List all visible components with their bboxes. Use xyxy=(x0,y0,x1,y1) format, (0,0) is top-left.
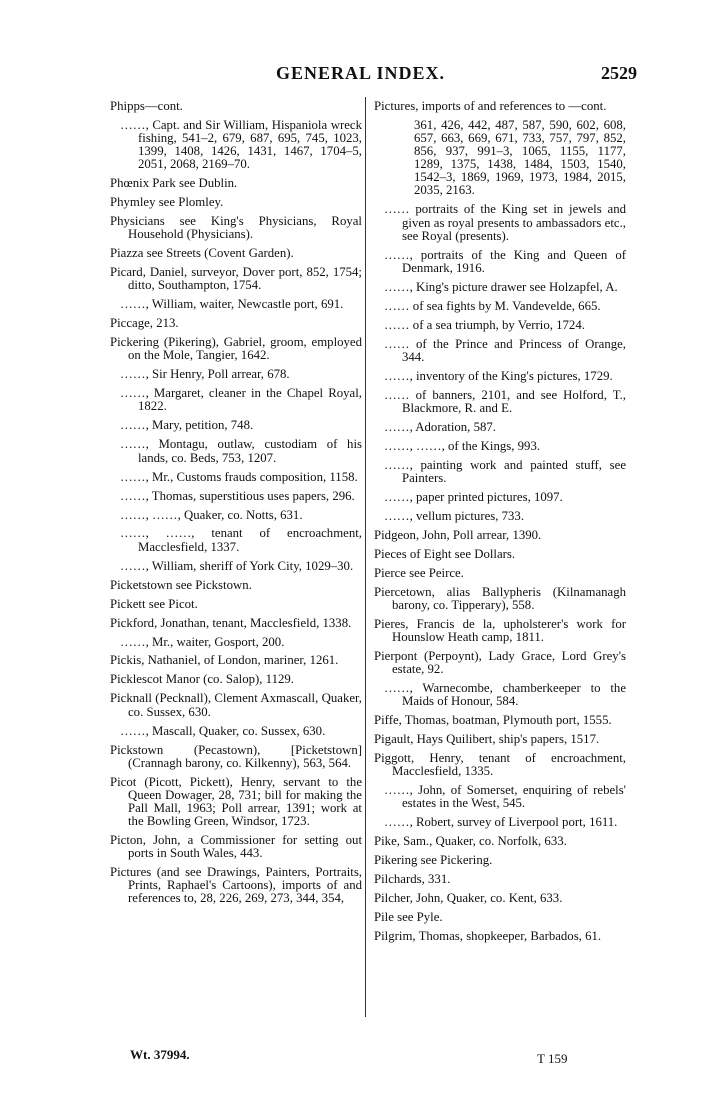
index-entry: Pickis, Nathaniel, of London, mariner, 1261. xyxy=(110,653,339,668)
index-entry: Picketstown see Pickstown. xyxy=(110,577,252,592)
index-entry: 361, 426, 442, 487, 587, 590, 602, 608, 657, 663, 669, 671, 733, 757, 797, 852, 856, 937, 991–3, 1065, 1155, 1177, 1289, 1375, 1438, 1484, 1503, 1540, 1542–3, 1869, 1969, 1973, 1984, 2015, 2035, 2163. xyxy=(414,117,626,198)
running-header-title: GENERAL INDEX. xyxy=(275,63,446,83)
index-entry: ……, paper printed pictures, 1097. xyxy=(384,489,563,504)
index-entry: ……, William, waiter, Newcastle port, 691. xyxy=(120,297,344,312)
index-entry: Pike, Sam., Quaker, co. Norfolk, 633. xyxy=(374,834,567,849)
index-entry: ……, Margaret, cleaner in the Chapel Royal, 1822. xyxy=(120,386,362,414)
index-entry: Pierce see Peirce. xyxy=(374,565,464,580)
index-entry: ……, Mascall, Quaker, co. Sussex, 630. xyxy=(120,723,326,738)
index-entry: Picot (Picott, Pickett), Henry, servant to the Queen Dowager, 28, 731; bill for making the Pall Mall, 1963; Poll arrear, 1391; work at the Bowling Green, Windsor, 1723. xyxy=(110,774,362,828)
index-entry: Pidgeon, John, Poll arrear, 1390. xyxy=(374,527,542,542)
index-entry: Pikering see Pickering. xyxy=(374,853,493,868)
index-entry: Pickstown (Pecastown), [Picketstown] (Crannagh barony, co. Kilkenny), 563, 564. xyxy=(110,742,362,770)
left-index-column xyxy=(110,100,362,911)
index-entry: Pilgrim, Thomas, shopkeeper, Barbados, 61. xyxy=(374,929,602,944)
index-entry: ……, Mr., waiter, Gosport, 200. xyxy=(120,634,285,649)
index-entry: Piffe, Thomas, boatman, Plymouth port, 1555. xyxy=(374,713,612,728)
index-entry: ……, William, sheriff of York City, 1029–30. xyxy=(120,558,354,573)
index-entry: ……, King's picture drawer see Holzapfel, A. xyxy=(384,279,618,294)
index-entry: Picard, Daniel, surveyor, Dover port, 852, 1754; ditto, Southampton, 1754. xyxy=(110,265,362,293)
index-entry: Piazza see Streets (Covent Garden). xyxy=(110,246,294,261)
index-entry: ……, Thomas, superstitious uses papers, 296. xyxy=(120,488,355,503)
signature-mark: T 159 xyxy=(537,1051,568,1066)
index-entry: Physicians see King's Physicians, Royal Household (Physicians). xyxy=(110,214,362,242)
index-entry: ……, vellum pictures, 733. xyxy=(384,508,525,523)
index-entry: Picklescot Manor (co. Salop), 1129. xyxy=(110,672,294,687)
index-entry: Pilcher, John, Quaker, co. Kent, 633. xyxy=(374,891,563,906)
index-entry: …… of the Prince and Princess of Orange, 344. xyxy=(384,336,626,364)
index-entry: ……, ……, Quaker, co. Notts, 631. xyxy=(120,507,303,522)
index-entry: ……, Montagu, outlaw, custodiam of his lands, co. Beds, 753, 1207. xyxy=(120,437,362,465)
index-entry: Pickett see Picot. xyxy=(110,596,198,611)
index-entry: Phymley see Plomley. xyxy=(110,195,224,210)
index-entry: …… of a sea triumph, by Verrio, 1724. xyxy=(384,317,585,332)
index-entry: Pictures, imports of and references to —cont. xyxy=(374,99,607,113)
index-entry: ……, painting work and painted stuff, see Painters. xyxy=(384,457,626,485)
index-entry: Pierpont (Perpoynt), Lady Grace, Lord Grey's estate, 92. xyxy=(374,648,626,676)
index-entry: Piggott, Henry, tenant of encroachment, Macclesfield, 1335. xyxy=(374,751,626,779)
index-entry: Piercetown, alias Ballypheris (Kilnamanagh barony, co. Tipperary), 558. xyxy=(374,584,626,612)
index-entry: …… portraits of the King set in jewels and given as royal presents to ambassadors etc., see Royal (presents). xyxy=(384,202,626,243)
index-entry: Picton, John, a Commissioner for setting out ports in South Wales, 443. xyxy=(110,832,362,860)
index-entry: ……, Mr., Customs frauds composition, 1158. xyxy=(120,469,358,484)
index-entry: ……, Capt. and Sir William, Hispaniola wreck fishing, 541–2, 679, 687, 695, 745, 1023, 1399, 1408, 1426, 1431, 1467, 1704–5, 2051, 2068, 2169–70. xyxy=(120,117,362,172)
index-entry: ……, Adoration, 587. xyxy=(384,419,496,434)
index-entry: Pigault, Hays Quilibert, ship's papers, 1517. xyxy=(374,732,600,747)
index-entry: Piccage, 213. xyxy=(110,316,179,331)
index-entry: ……, Mary, petition, 748. xyxy=(120,418,254,433)
index-entry: ……, inventory of the King's pictures, 1729. xyxy=(384,368,613,383)
index-entry: Pickering (Pikering), Gabriel, groom, employed on the Mole, Tangier, 1642. xyxy=(110,335,362,363)
index-entry: Picknall (Pecknall), Clement Axmascall, Quaker, co. Sussex, 630. xyxy=(110,691,362,719)
index-entry: ……, John, of Somerset, enquiring of rebels' estates in the West, 545. xyxy=(384,783,626,811)
print-run-number: Wt. 37994. xyxy=(130,1047,190,1062)
index-entry: Phipps—cont. xyxy=(110,99,183,113)
column-divider xyxy=(365,97,366,1017)
index-entry: Pieces of Eight see Dollars. xyxy=(374,546,516,561)
index-entry: ……, ……, tenant of encroachment, Macclesfield, 1337. xyxy=(120,526,362,554)
index-entry: Pile see Pyle. xyxy=(374,910,443,925)
index-entry: …… of banners, 2101, and see Holford, T., Blackmore, R. and E. xyxy=(384,387,626,415)
index-entry: ……, ……, of the Kings, 993. xyxy=(384,438,541,453)
page-number: 2529 xyxy=(601,63,637,83)
index-entry: Pieres, Francis de la, upholsterer's work for Hounslow Heath camp, 1811. xyxy=(374,616,626,644)
index-entry: …… of sea fights by M. Vandevelde, 665. xyxy=(384,298,601,313)
index-entry: ……, portraits of the King and Queen of Denmark, 1916. xyxy=(384,247,626,275)
right-index-column xyxy=(374,100,626,949)
index-entry: ……, Warnecombe, chamberkeeper to the Maids of Honour, 584. xyxy=(384,680,626,709)
index-entry: Phœnix Park see Dublin. xyxy=(110,176,238,191)
index-entry: Pictures (and see Drawings, Painters, Portraits, Prints, Raphael's Cartoons), imports of and references to, 28, 226, 269, 273, 344, 354, xyxy=(110,864,362,906)
index-entry: Pickford, Jonathan, tenant, Macclesfield, 1338. xyxy=(110,615,352,630)
index-entry: Pilchards, 331. xyxy=(374,872,451,887)
index-entry: ……, Robert, survey of Liverpool port, 1611. xyxy=(384,815,618,830)
index-entry: ……, Sir Henry, Poll arrear, 678. xyxy=(120,367,290,382)
